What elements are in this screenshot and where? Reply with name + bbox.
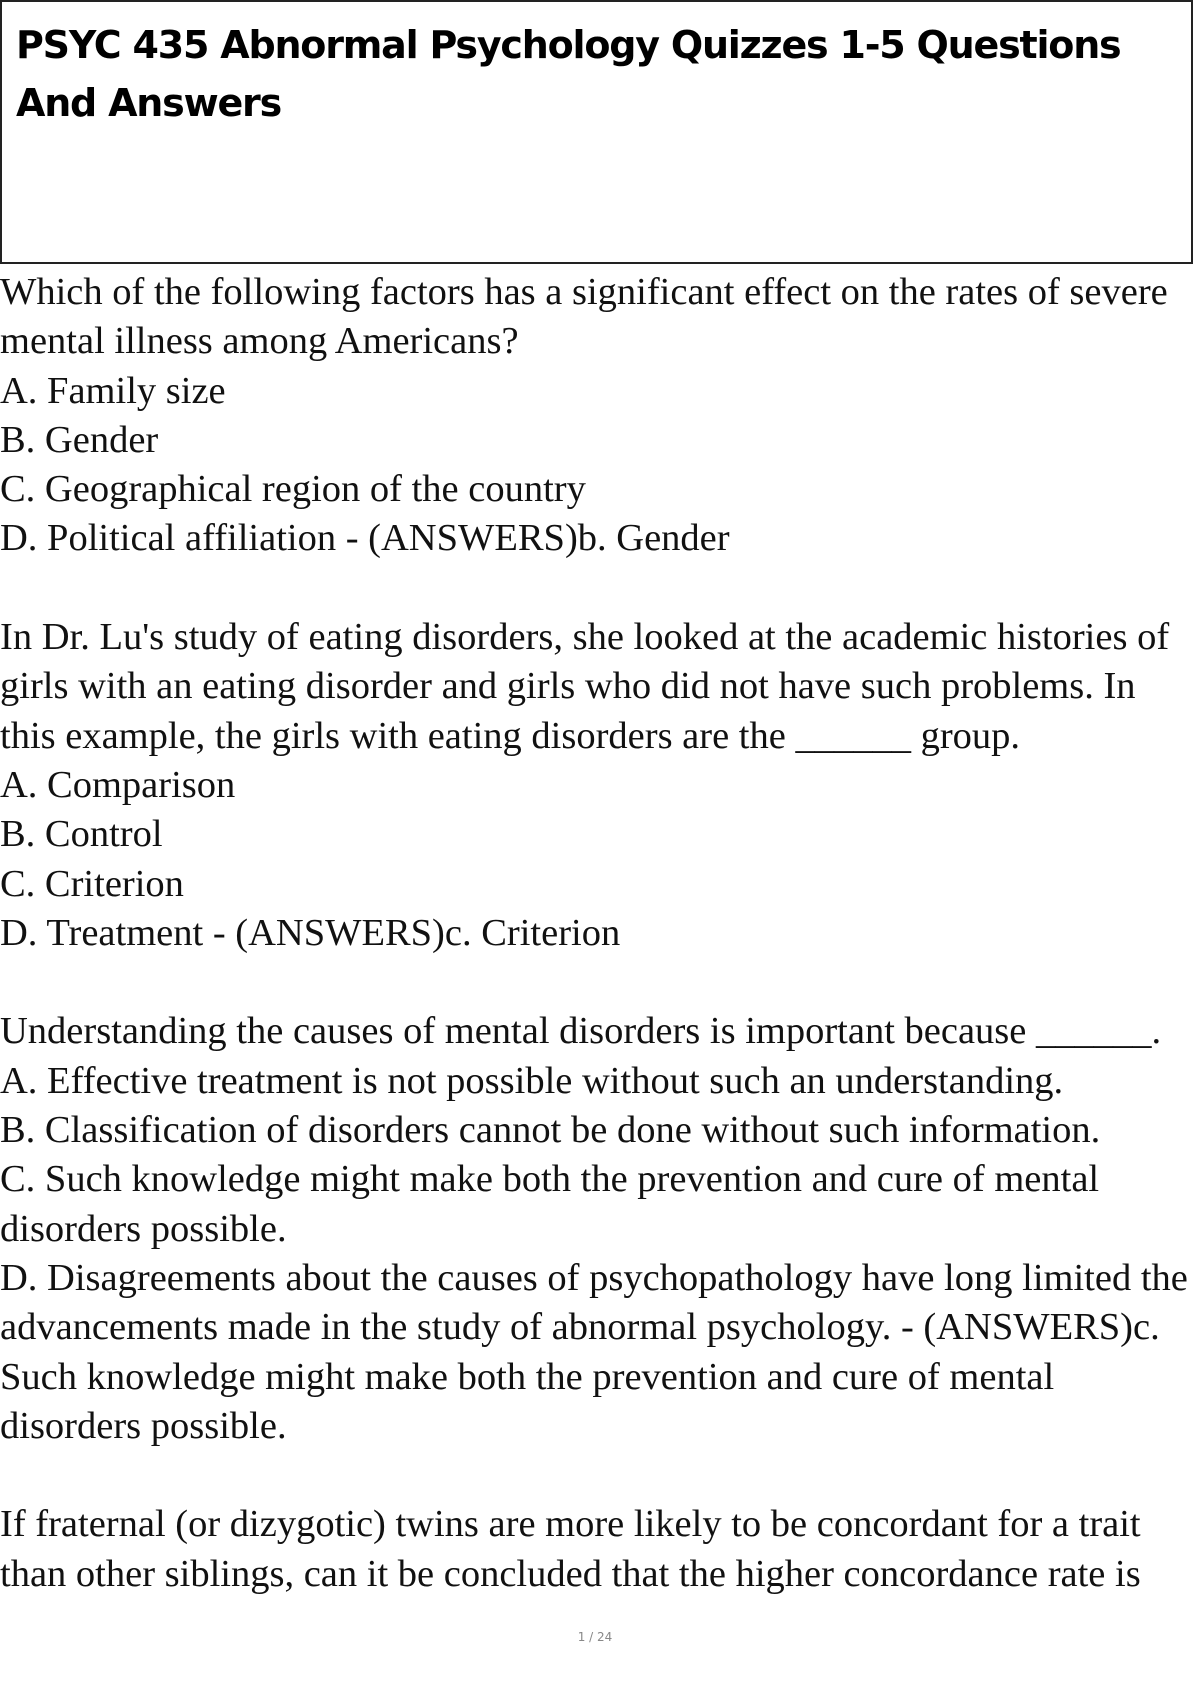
- question-3: [0, 1007, 1198, 1451]
- answer-option: D. Treatment - (ANSWERS)c. Criterion: [0, 911, 621, 954]
- question-2: [0, 613, 1198, 958]
- question-stem: If fraternal (or dizygotic) twins are more likely to be concordant for a trait than other siblings, can it be concluded that the higher concordance rate is: [0, 1503, 1151, 1595]
- answer-option: A. Effective treatment is not possible without such an understanding.: [0, 1059, 1064, 1102]
- answer-option: A. Family size: [0, 369, 226, 412]
- answer-option: A. Comparison: [0, 763, 236, 806]
- answer-option: B. Control: [0, 813, 163, 856]
- answer-option: C. Criterion: [0, 862, 184, 905]
- question-stem: Understanding the causes of mental disorders is important because ______.: [0, 1010, 1162, 1053]
- answer-option: C. Such knowledge might make both the prevention and cure of mental disorders possible.: [0, 1158, 1109, 1250]
- answer-option: C. Geographical region of the country: [0, 468, 586, 511]
- question-stem: In Dr. Lu's study of eating disorders, she looked at the academic histories of girls with an eating disorder and girls who did not have such problems. In this example, the girls with eating disorders are the ______ group.: [0, 616, 1179, 757]
- document-title: PSYC 435 Abnormal Psychology Quizzes 1-5 Questions And Answers: [16, 23, 1121, 125]
- answer-option: B. Classification of disorders cannot be done without such information.: [0, 1109, 1101, 1152]
- page-number: 1 / 24: [577, 1630, 613, 1644]
- question-list: [0, 268, 1198, 1648]
- answer-option: D. Political affiliation - (ANSWERS)b. Gender: [0, 517, 730, 560]
- question-stem: Which of the following factors has a significant effect on the rates of severe mental illness among Americans?: [0, 271, 1178, 363]
- title-box: [0, 0, 1193, 264]
- question-1: [0, 268, 1198, 564]
- answer-option: D. Disagreements about the causes of psychopathology have long limited the advancements made in the study of abnormal psychology. - (ANSWERS)c. Such knowledge might make both the prevention and cure of mental disorders possible.: [0, 1256, 1198, 1447]
- answer-option: B. Gender: [0, 418, 159, 461]
- question-4: [0, 1500, 1198, 1599]
